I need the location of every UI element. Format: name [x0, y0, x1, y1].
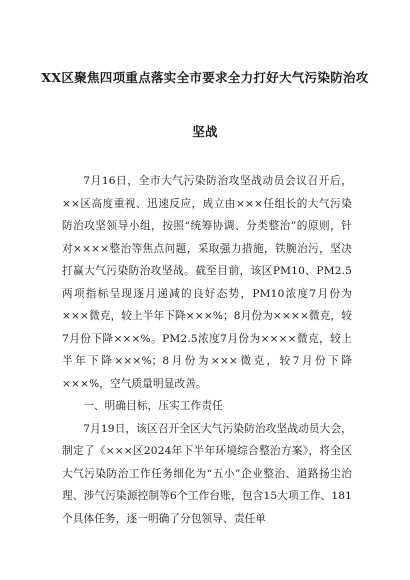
body-paragraph-1: 7月16日，全市大气污染防治攻坚战动员会议召开后，××区高度重视、迅速反应，成立由×××任组长的大气污染防治攻坚领导小组，按照“统筹协调、分类整治”的原则，针对××××整治等焦点问题，采取强力措施，铁腕治污，坚决打赢大气污染防治攻坚战。截至目前，该区PM10、PM2.5两项指标呈现逐月递减的良好态势，PM10浓度7月份为×××微克，较上半年下降×××%；8月份为××××微克，较7月份下降×××%。PM2.5浓度7月份为××××微克，较上半年下降×××%；8月份为×××微克，较7月份下降×××%，空气质量明显改善。: [62, 175, 353, 390]
document-title-line-1: XX区聚焦四项重点落实全市要求全力打好大气污染防治攻: [41, 70, 369, 85]
body-paragraph-2: 7月19日，该区召开全区大气污染防治攻坚战动员大会，制定了《×××区2024年下半年环境综合整治方案》，将全区大气污染防治工作任务细化为“五小”企业整治、道路扬尘治理、涉气污染源控制等6个工作台账，包含15大项工作、181个具体任务，逐一明确了分包领导、责任单: [62, 422, 352, 525]
document-title-line-2: 坚战: [192, 124, 218, 139]
section-heading-1: 一、明确目标，压实工作责任: [83, 400, 223, 412]
document-body: [62, 170, 352, 530]
